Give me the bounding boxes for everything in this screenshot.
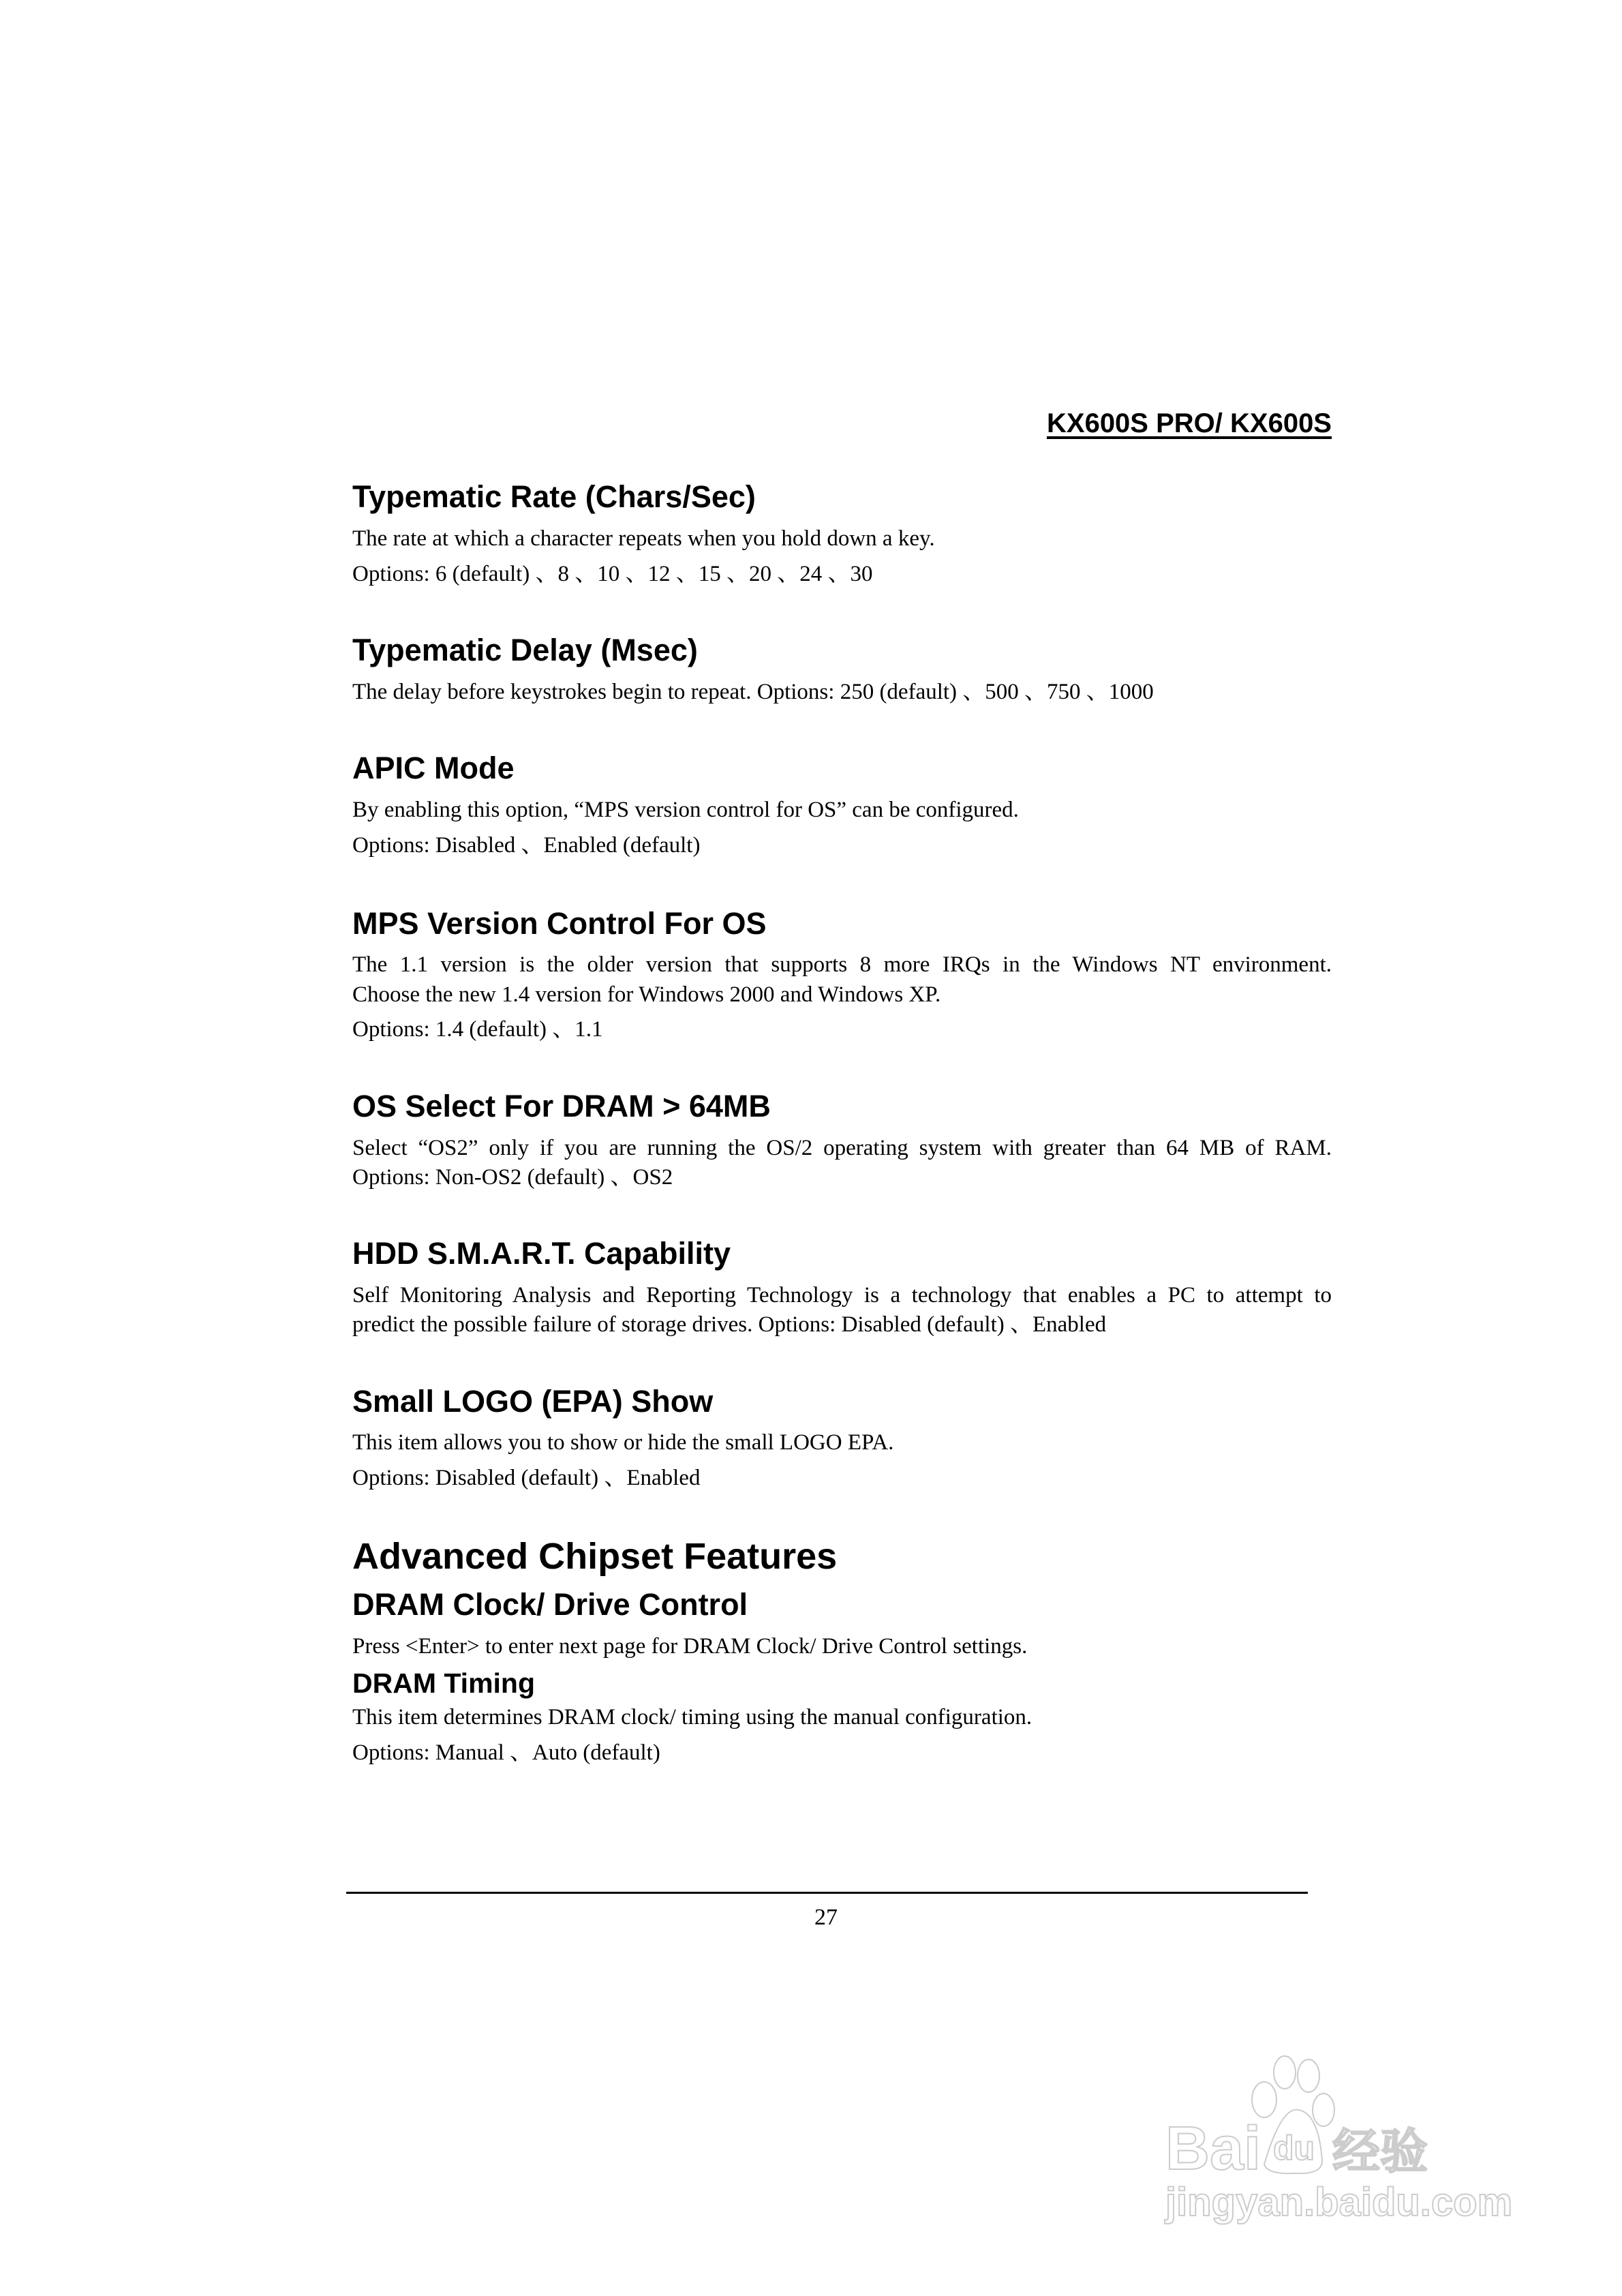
mps-version-options: Options: 1.4 (default) 、1.1: [352, 1017, 603, 1042]
small-logo-desc: This item allows you to show or hide the small LOGO EPA.: [352, 1430, 894, 1455]
heading-typematic-rate: Typematic Rate (Chars/Sec): [352, 479, 756, 514]
heading-dram-clock: DRAM Clock/ Drive Control: [352, 1587, 748, 1622]
heading-hdd-smart: HDD S.M.A.R.T. Capability: [352, 1236, 731, 1271]
document-header-model: KX600S PRO/ KX600S: [1047, 408, 1332, 438]
os-select-options: Options: Non-OS2 (default) 、OS2: [352, 1165, 673, 1190]
mps-version-desc-line2: Choose the new 1.4 version for Windows 2000 and Windows XP.: [352, 982, 941, 1007]
heading-os-select: OS Select For DRAM > 64MB: [352, 1089, 771, 1123]
heading-mps-version: MPS Version Control For OS: [352, 906, 767, 941]
svg-text:jingyan.baidu.com: jingyan.baidu.com: [1165, 2180, 1513, 2224]
heading-typematic-delay: Typematic Delay (Msec): [352, 633, 698, 667]
small-logo-options: Options: Disabled (default) 、Enabled: [352, 1466, 701, 1490]
hdd-smart-desc-line1: Self Monitoring Analysis and Reporting Technology is a technology that enables a PC to attempt to: [352, 1283, 1332, 1308]
svg-text:经验: 经验: [1332, 2124, 1428, 2179]
svg-text:du: du: [1273, 2129, 1315, 2167]
heading-dram-timing: DRAM Timing: [352, 1667, 536, 1699]
heading-small-logo: Small LOGO (EPA) Show: [352, 1384, 714, 1419]
dram-clock-desc: Press <Enter> to enter next page for DRAM Clock/ Drive Control settings.: [352, 1634, 1028, 1659]
baidu-watermark-logo: [1145, 2045, 1513, 2236]
svg-text:Bai: Bai: [1165, 2115, 1261, 2183]
os-select-desc: Select “OS2” only if you are running the OS/2 operating system with greater than 64 MB of RAM.: [352, 1136, 1332, 1160]
apic-mode-desc: By enabling this option, “MPS version control for OS” can be configured.: [352, 798, 1019, 822]
heading-advanced-chipset: Advanced Chipset Features: [352, 1536, 838, 1577]
typematic-rate-options: Options: 6 (default) 、8 、10 、12 、15 、20 、24 、30: [352, 562, 873, 586]
typematic-delay-desc: The delay before keystrokes begin to repeat. Options: 250 (default) 、500 、750 、1000: [352, 680, 1154, 704]
footer-rule: [346, 1892, 1308, 1894]
heading-apic-mode: APIC Mode: [352, 751, 515, 785]
apic-mode-options: Options: Disabled 、Enabled (default): [352, 833, 701, 858]
dram-timing-options: Options: Manual 、Auto (default): [352, 1740, 660, 1765]
page-number: 27: [814, 1905, 838, 1930]
mps-version-desc-line1: The 1.1 version is the older version that supports 8 more IRQs in the Windows NT environment.: [352, 952, 1332, 977]
dram-timing-desc: This item determines DRAM clock/ timing using the manual configuration.: [352, 1705, 1032, 1729]
hdd-smart-desc-line2: predict the possible failure of storage drives. Options: Disabled (default) 、Enabled: [352, 1312, 1107, 1337]
typematic-rate-desc: The rate at which a character repeats when you hold down a key.: [352, 526, 935, 551]
